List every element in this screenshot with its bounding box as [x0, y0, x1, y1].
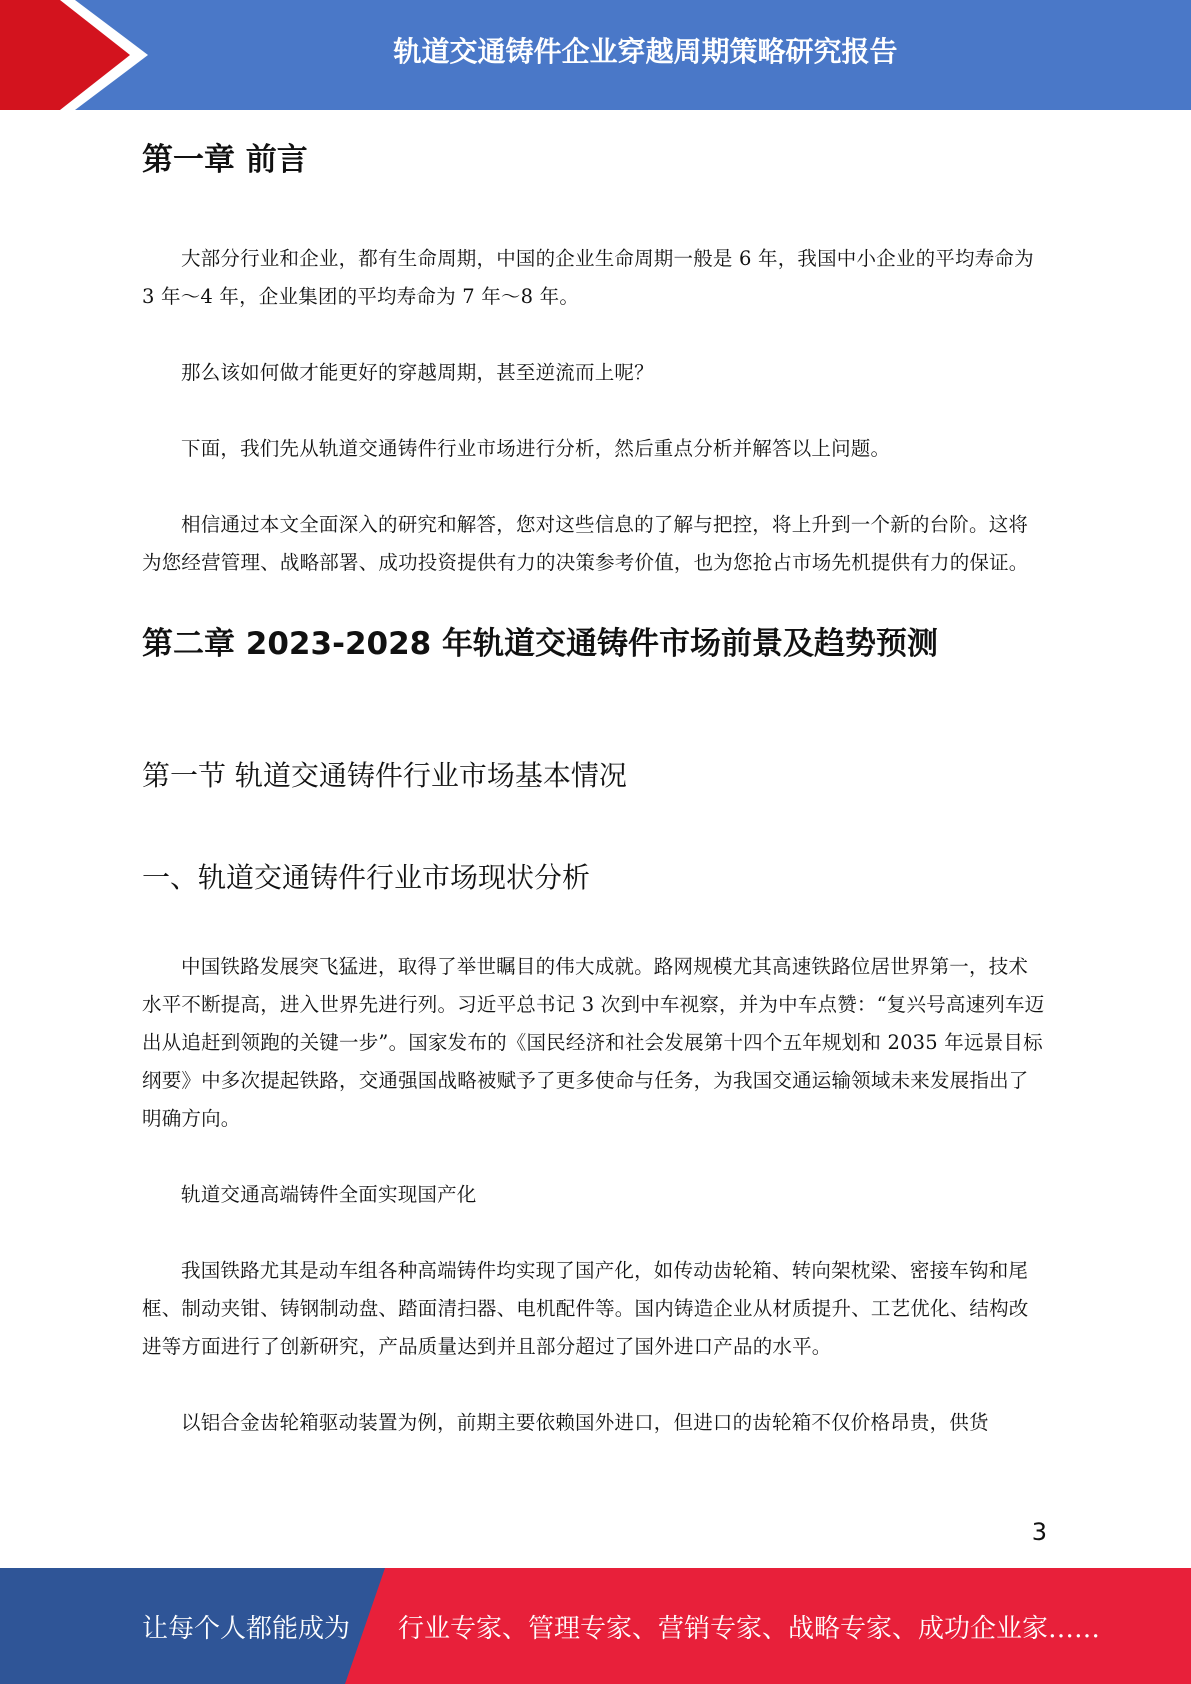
chapter-1-paragraph-3: 下面，我们先从轨道交通铸件行业市场进行分析，然后重点分析并解答以上问题。 — [181, 437, 891, 460]
header-title: 轨道交通铸件企业穿越周期策略研究报告 — [393, 35, 898, 68]
page-footer — [0, 1568, 1191, 1684]
footer-slogan-right: 行业专家、管理专家、营销专家、战略专家、成功企业家…… — [398, 1613, 1101, 1644]
subsection-1-title: 一、轨道交通铸件行业市场现状分析 — [142, 861, 591, 894]
chapter-1-paragraph-1: 大部分行业和企业，都有生命周期，中国的企业生命周期一般是 6 年，我国中小企业的平均寿命为 3 年～4 年，企业集团的平均寿命为 7 年～8 年。 — [142, 247, 1034, 308]
section-1-title: 第一节 轨道交通铸件行业市场基本情况 — [142, 759, 627, 792]
body-paragraph-5: 中国铁路发展突飞猛进，取得了举世瞩目的伟大成就。路网规模尤其高速铁路位居世界第一，技术水平不断提高，进入世界先进行列。习近平总书记 3 次到中车视察，并为中车点赞：“复兴号高速列车迈出从追赶到领跑的关键一步”。国家发布的《国民经济和社会发展第十四个五年规划和 2035 年远景目标纲要》中多次提起铁路，交通强国战略被赋予了更多使命与任务，为我国交通运输领域未来发展指出了明确方向。 — [142, 955, 1045, 1130]
body-paragraph-8: 以铝合金齿轮箱驱动装置为例，前期主要依赖国外进口，但进口的齿轮箱不仅价格昂贵，供货 — [181, 1411, 989, 1434]
document-body — [142, 130, 1047, 1442]
body-paragraph-7: 我国铁路尤其是动车组各种高端铸件均实现了国产化，如传动齿轮箱、转向架枕梁、密接车钩和尾框、制动夹钳、铸钢制动盘、踏面清扫器、电机配件等。国内铸造企业从材质提升、工艺优化、结构改进等方面进行了创新研究，产品质量达到并且部分超过了国外进口产品的水平。 — [142, 1259, 1029, 1358]
body-paragraph-6: 轨道交通高端铸件全面实现国产化 — [181, 1183, 477, 1206]
page-header — [0, 0, 1191, 110]
page-number: 3 — [1031, 1518, 1047, 1546]
chapter-1-paragraph-4: 相信通过本文全面深入的研究和解答，您对这些信息的了解与把控，将上升到一个新的台阶。这将为您经营管理、战略部署、成功投资提供有力的决策参考价值，也为您抢占市场先机提供有力的保证。 — [142, 513, 1029, 574]
chapter-2-title: 第二章 2023-2028 年轨道交通铸件市场前景及趋势预测 — [142, 626, 939, 662]
footer-slogan-left: 让每个人都能成为 — [142, 1613, 351, 1644]
chapter-1-title: 第一章 前言 — [142, 142, 308, 178]
chapter-1-paragraph-2: 那么该如何做才能更好的穿越周期，甚至逆流而上呢？ — [181, 361, 654, 384]
